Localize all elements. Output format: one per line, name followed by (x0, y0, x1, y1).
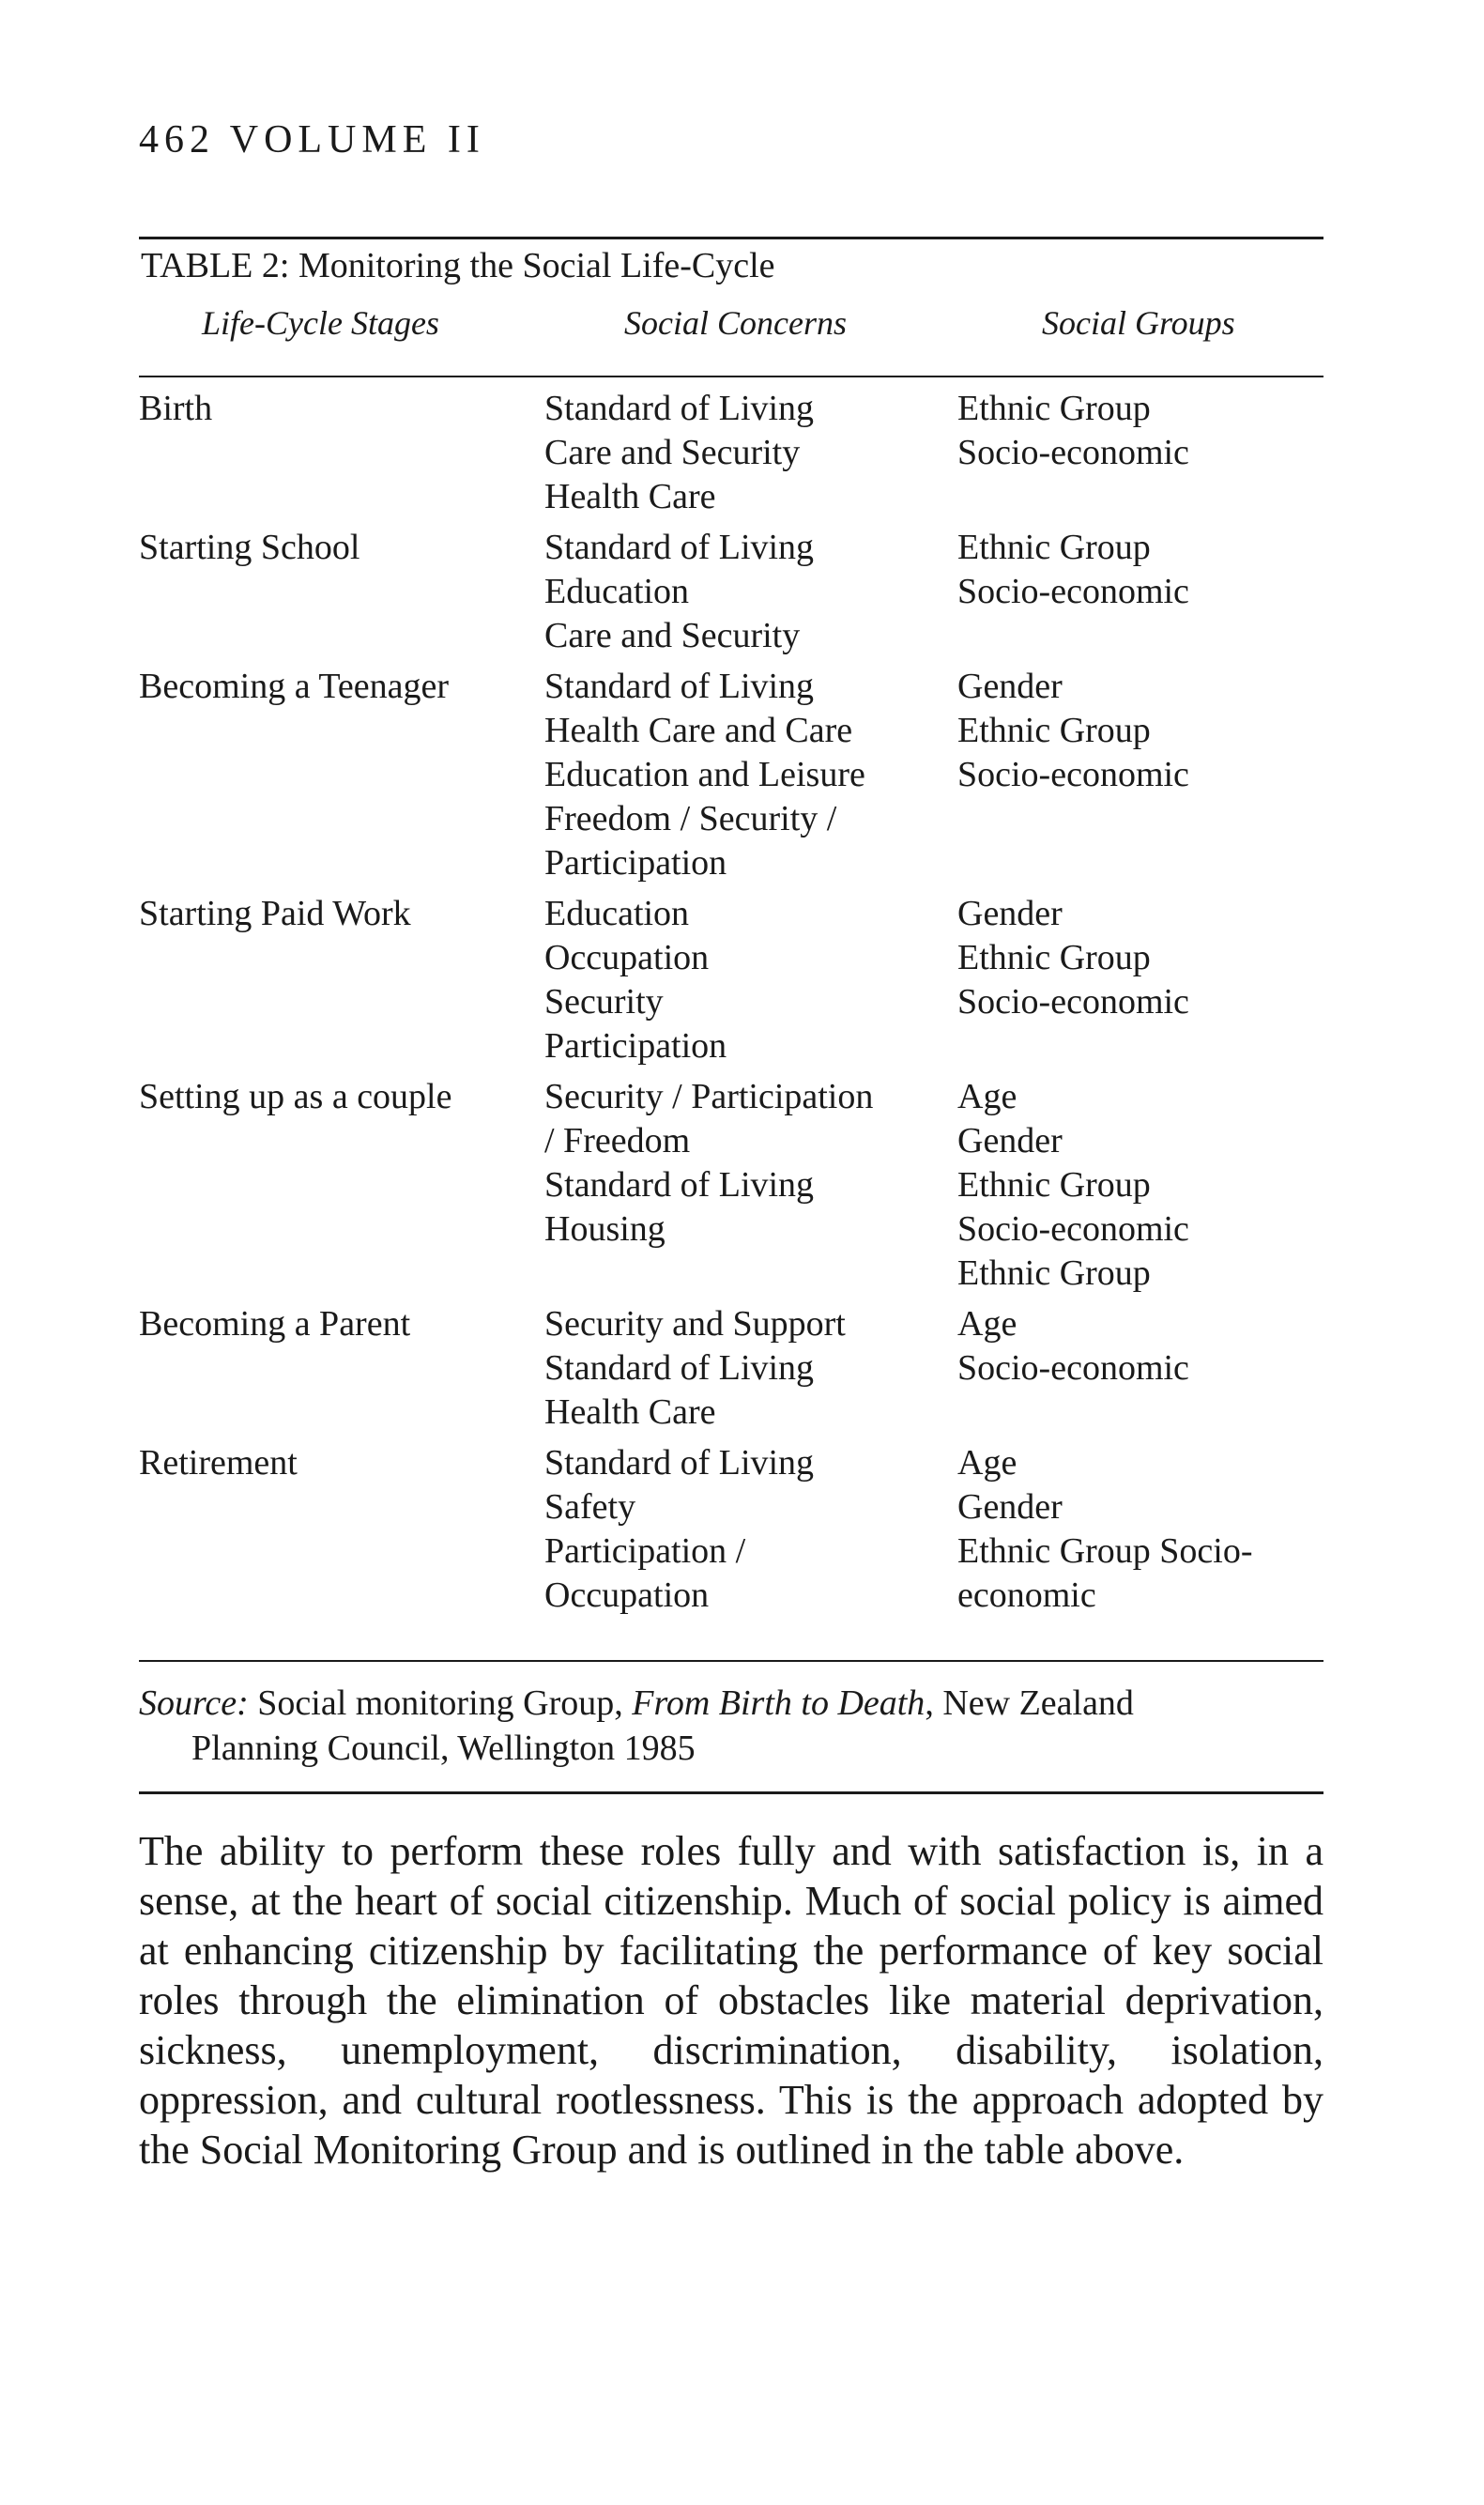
group-line: Socio-economic (957, 433, 1189, 472)
table-source-note (139, 1681, 1323, 1771)
concern-line: Standard of Living (544, 1165, 815, 1205)
table-row (139, 892, 1323, 1068)
concern-line: Occupation (544, 1575, 710, 1615)
concern-line: Participation (544, 1026, 727, 1066)
table-header-rule (139, 376, 1323, 377)
concern-line: Safety (544, 1487, 636, 1527)
concern-line: / Freedom (544, 1121, 691, 1160)
group-line: Age (957, 1443, 1017, 1483)
concern-line: Security / Participation (544, 1077, 874, 1116)
concern-line: Participation (544, 843, 727, 883)
group-line: Gender (957, 894, 1063, 933)
concern-line: Freedom / Security / (544, 799, 837, 838)
concern-line: Standard of Living (544, 1443, 815, 1483)
stage-cell: Birth (139, 389, 213, 428)
group-line: Ethnic Group Socio- (957, 1531, 1253, 1571)
concern-line: Care and Security (544, 433, 801, 472)
table-top-rule (139, 237, 1323, 239)
group-line: Gender (957, 1487, 1063, 1527)
source-title: From Birth to Death (632, 1683, 926, 1723)
table-row (139, 1075, 1323, 1296)
stage-cell: Becoming a Teenager (139, 667, 450, 706)
stage-cell: Starting Paid Work (139, 894, 411, 933)
column-header-concerns: Social Concerns (624, 304, 847, 342)
table-row (139, 665, 1323, 885)
table-body (139, 387, 1323, 1624)
table-row (139, 1441, 1323, 1618)
concern-line: Health Care and Care (544, 711, 853, 750)
stage-cell: Becoming a Parent (139, 1304, 411, 1344)
group-line: Ethnic Group (957, 1165, 1151, 1205)
body-paragraph: The ability to perform these roles fully and with satisfaction is, in a sense, at the heart of social citizenship. Much of social policy is aimed at enhancing citizenship by facilitating the performance of key social roles through the elimination of obstacles like material deprivation, sickness, unemployment, discrimination, disability, isolation, oppression, and cultural rootlessness. This is the approach adopted by the Social Monitoring Group and is outlined in the table above. (139, 1828, 1323, 2173)
concern-line: Security and Support (544, 1304, 846, 1344)
concern-line: Security (544, 982, 664, 1022)
group-line: Gender (957, 667, 1063, 706)
concern-line: Education (544, 572, 690, 611)
concern-line: Standard of Living (544, 528, 815, 567)
concern-line: Health Care (544, 1392, 716, 1432)
group-line: Ethnic Group (957, 528, 1151, 567)
table-title: TABLE 2: Monitoring the Social Life-Cycle (141, 246, 775, 285)
concern-line: Occupation (544, 938, 710, 977)
group-line: Socio-economic (957, 982, 1189, 1022)
concern-line: Participation / (544, 1531, 746, 1571)
concern-line: Standard of Living (544, 1348, 815, 1388)
stage-cell: Retirement (139, 1443, 298, 1483)
column-header-stages: Life-Cycle Stages (202, 304, 439, 342)
concern-line: Education and Leisure (544, 755, 865, 794)
running-head: 462 VOLUME II (139, 118, 485, 161)
stage-cell: Starting School (139, 528, 360, 567)
table-row (139, 1302, 1323, 1435)
group-line: Age (957, 1077, 1017, 1116)
group-line: economic (957, 1575, 1096, 1615)
column-header-groups: Social Groups (1042, 304, 1235, 342)
source-line-2: Planning Council, Wellington 1985 (191, 1729, 696, 1768)
group-line: Gender (957, 1121, 1063, 1160)
group-line: Socio-economic (957, 755, 1189, 794)
table-row (139, 526, 1323, 658)
source-bottom-rule (139, 1791, 1323, 1794)
concern-line: Housing (544, 1209, 666, 1249)
concern-line: Care and Security (544, 616, 801, 655)
concern-line: Education (544, 894, 690, 933)
group-line: Age (957, 1304, 1017, 1344)
group-line: Ethnic Group (957, 938, 1151, 977)
group-line: Ethnic Group (957, 711, 1151, 750)
concern-line: Health Care (544, 477, 716, 516)
source-text-after: , New Zealand (925, 1683, 1134, 1723)
concern-line: Standard of Living (544, 667, 815, 706)
source-label: Source: (139, 1683, 249, 1723)
group-line: Socio-economic (957, 572, 1189, 611)
group-line: Ethnic Group (957, 1253, 1151, 1293)
group-line: Ethnic Group (957, 389, 1151, 428)
stage-cell: Setting up as a couple (139, 1077, 452, 1116)
concern-line: Standard of Living (544, 389, 815, 428)
group-line: Socio-economic (957, 1209, 1189, 1249)
table-row (139, 387, 1323, 519)
table-bottom-rule (139, 1660, 1323, 1662)
source-text: Social monitoring Group, (248, 1683, 633, 1723)
group-line: Socio-economic (957, 1348, 1189, 1388)
